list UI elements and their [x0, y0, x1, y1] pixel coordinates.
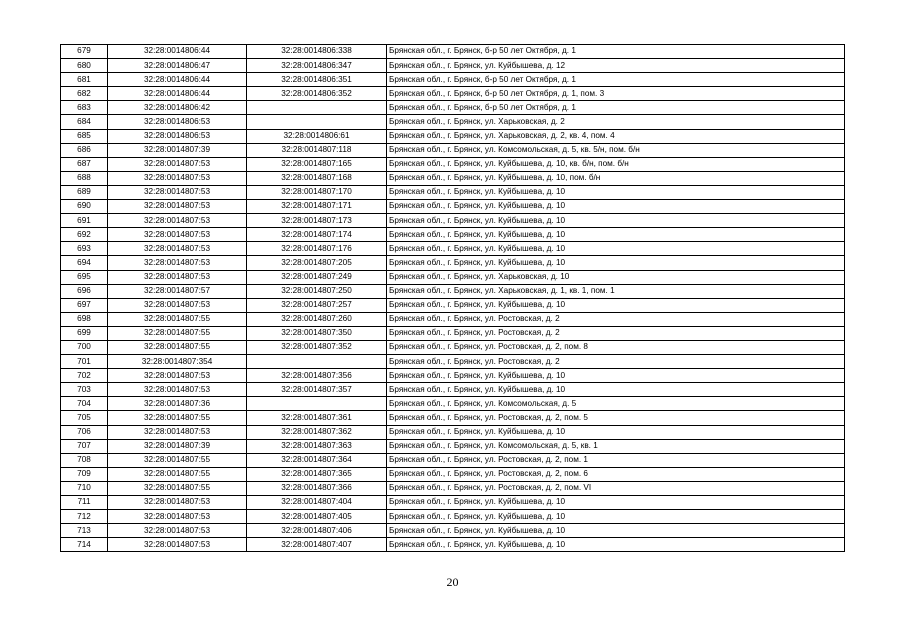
land-cadastral-number-cell: 32:28:0014807:36	[108, 397, 247, 411]
object-cadastral-number-cell: 32:28:0014807:173	[247, 214, 387, 228]
object-cadastral-number-cell: 32:28:0014807:366	[247, 481, 387, 495]
table-row	[61, 496, 845, 510]
row-number-cell: 704	[61, 397, 108, 411]
table-row	[61, 369, 845, 383]
land-cadastral-number-cell: 32:28:0014807:53	[108, 185, 247, 199]
object-cadastral-number-cell	[247, 101, 387, 115]
address-cell: Брянская обл., г. Брянск, б-р 50 лет Октября, д. 1	[387, 45, 845, 59]
table-row	[61, 143, 845, 157]
land-cadastral-number-cell: 32:28:0014807:55	[108, 453, 247, 467]
address-cell: Брянская обл., г. Брянск, ул. Ростовская, д. 2, пом. 1	[387, 453, 845, 467]
row-number-cell: 707	[61, 439, 108, 453]
address-cell: Брянская обл., г. Брянск, ул. Харьковская, д. 1, кв. 1, пом. 1	[387, 284, 845, 298]
table-row	[61, 214, 845, 228]
land-cadastral-number-cell: 32:28:0014807:55	[108, 467, 247, 481]
registry-table	[60, 44, 845, 552]
table-row	[61, 538, 845, 552]
row-number-cell: 695	[61, 270, 108, 284]
row-number-cell: 700	[61, 340, 108, 354]
address-cell: Брянская обл., г. Брянск, ул. Куйбышева, д. 10	[387, 185, 845, 199]
table-row	[61, 340, 845, 354]
object-cadastral-number-cell: 32:28:0014807:250	[247, 284, 387, 298]
object-cadastral-number-cell: 32:28:0014807:405	[247, 510, 387, 524]
address-cell: Брянская обл., г. Брянск, ул. Куйбышева, д. 10	[387, 383, 845, 397]
address-cell: Брянская обл., г. Брянск, б-р 50 лет Октября, д. 1	[387, 73, 845, 87]
object-cadastral-number-cell: 32:28:0014807:364	[247, 453, 387, 467]
table-row	[61, 383, 845, 397]
land-cadastral-number-cell: 32:28:0014807:53	[108, 256, 247, 270]
row-number-cell: 702	[61, 369, 108, 383]
object-cadastral-number-cell: 32:28:0014807:363	[247, 439, 387, 453]
table-row	[61, 129, 845, 143]
row-number-cell: 699	[61, 326, 108, 340]
registry-table-body	[61, 45, 845, 552]
row-number-cell: 705	[61, 411, 108, 425]
row-number-cell: 706	[61, 425, 108, 439]
address-cell: Брянская обл., г. Брянск, ул. Ростовская, д. 2	[387, 326, 845, 340]
row-number-cell: 690	[61, 200, 108, 214]
land-cadastral-number-cell: 32:28:0014807:354	[108, 355, 247, 369]
land-cadastral-number-cell: 32:28:0014806:44	[108, 45, 247, 59]
table-row	[61, 101, 845, 115]
object-cadastral-number-cell: 32:28:0014807:171	[247, 200, 387, 214]
land-cadastral-number-cell: 32:28:0014807:53	[108, 242, 247, 256]
object-cadastral-number-cell: 32:28:0014807:350	[247, 326, 387, 340]
table-row	[61, 355, 845, 369]
address-cell: Брянская обл., г. Брянск, ул. Ростовская, д. 2	[387, 312, 845, 326]
land-cadastral-number-cell: 32:28:0014806:53	[108, 129, 247, 143]
land-cadastral-number-cell: 32:28:0014806:53	[108, 115, 247, 129]
row-number-cell: 708	[61, 453, 108, 467]
row-number-cell: 683	[61, 101, 108, 115]
land-cadastral-number-cell: 32:28:0014807:53	[108, 270, 247, 284]
table-row	[61, 200, 845, 214]
address-cell: Брянская обл., г. Брянск, ул. Куйбышева, д. 10	[387, 496, 845, 510]
table-row	[61, 524, 845, 538]
land-cadastral-number-cell: 32:28:0014807:53	[108, 157, 247, 171]
object-cadastral-number-cell: 32:28:0014807:165	[247, 157, 387, 171]
table-row	[61, 397, 845, 411]
address-cell: Брянская обл., г. Брянск, ул. Куйбышева, д. 10	[387, 369, 845, 383]
address-cell: Брянская обл., г. Брянск, ул. Комсомольская, д. 5, кв. 1	[387, 439, 845, 453]
table-row	[61, 284, 845, 298]
address-cell: Брянская обл., г. Брянск, ул. Куйбышева, д. 12	[387, 59, 845, 73]
row-number-cell: 697	[61, 298, 108, 312]
address-cell: Брянская обл., г. Брянск, ул. Ростовская, д. 2, пом. 8	[387, 340, 845, 354]
row-number-cell: 684	[61, 115, 108, 129]
row-number-cell: 701	[61, 355, 108, 369]
table-row	[61, 411, 845, 425]
object-cadastral-number-cell: 32:28:0014807:361	[247, 411, 387, 425]
object-cadastral-number-cell: 32:28:0014807:249	[247, 270, 387, 284]
page-number: 20	[446, 575, 459, 589]
row-number-cell: 694	[61, 256, 108, 270]
address-cell: Брянская обл., г. Брянск, б-р 50 лет Октября, д. 1, пом. 3	[387, 87, 845, 101]
row-number-cell: 693	[61, 242, 108, 256]
land-cadastral-number-cell: 32:28:0014806:44	[108, 87, 247, 101]
table-row	[61, 228, 845, 242]
object-cadastral-number-cell: 32:28:0014807:357	[247, 383, 387, 397]
table-row	[61, 185, 845, 199]
table-row	[61, 326, 845, 340]
land-cadastral-number-cell: 32:28:0014807:55	[108, 326, 247, 340]
table-row	[61, 481, 845, 495]
object-cadastral-number-cell: 32:28:0014807:176	[247, 242, 387, 256]
land-cadastral-number-cell: 32:28:0014806:42	[108, 101, 247, 115]
object-cadastral-number-cell: 32:28:0014806:61	[247, 129, 387, 143]
object-cadastral-number-cell	[247, 115, 387, 129]
row-number-cell: 689	[61, 185, 108, 199]
table-row	[61, 45, 845, 59]
address-cell: Брянская обл., г. Брянск, ул. Куйбышева, д. 10	[387, 242, 845, 256]
table-row	[61, 510, 845, 524]
row-number-cell: 711	[61, 496, 108, 510]
table-row	[61, 270, 845, 284]
address-cell: Брянская обл., г. Брянск, ул. Куйбышева, д. 10	[387, 256, 845, 270]
row-number-cell: 679	[61, 45, 108, 59]
object-cadastral-number-cell: 32:28:0014807:170	[247, 185, 387, 199]
address-cell: Брянская обл., г. Брянск, ул. Куйбышева, д. 10	[387, 228, 845, 242]
table-row	[61, 256, 845, 270]
row-number-cell: 703	[61, 383, 108, 397]
object-cadastral-number-cell: 32:28:0014807:407	[247, 538, 387, 552]
table-row	[61, 115, 845, 129]
object-cadastral-number-cell: 32:28:0014807:168	[247, 171, 387, 185]
object-cadastral-number-cell: 32:28:0014806:352	[247, 87, 387, 101]
object-cadastral-number-cell: 32:28:0014807:257	[247, 298, 387, 312]
table-row	[61, 425, 845, 439]
land-cadastral-number-cell: 32:28:0014807:53	[108, 228, 247, 242]
row-number-cell: 691	[61, 214, 108, 228]
address-cell: Брянская обл., г. Брянск, б-р 50 лет Октября, д. 1	[387, 101, 845, 115]
land-cadastral-number-cell: 32:28:0014807:55	[108, 340, 247, 354]
table-row	[61, 467, 845, 481]
address-cell: Брянская обл., г. Брянск, ул. Куйбышева, д. 10	[387, 425, 845, 439]
object-cadastral-number-cell: 32:28:0014806:338	[247, 45, 387, 59]
land-cadastral-number-cell: 32:28:0014807:53	[108, 496, 247, 510]
row-number-cell: 686	[61, 143, 108, 157]
land-cadastral-number-cell: 32:28:0014807:53	[108, 214, 247, 228]
row-number-cell: 709	[61, 467, 108, 481]
table-row	[61, 453, 845, 467]
table-row	[61, 439, 845, 453]
row-number-cell: 688	[61, 171, 108, 185]
address-cell: Брянская обл., г. Брянск, ул. Ростовская, д. 2, пом. 5	[387, 411, 845, 425]
object-cadastral-number-cell	[247, 397, 387, 411]
table-row	[61, 87, 845, 101]
address-cell: Брянская обл., г. Брянск, ул. Комсомольская, д. 5, кв. 5/н, пом. б/н	[387, 143, 845, 157]
object-cadastral-number-cell: 32:28:0014807:406	[247, 524, 387, 538]
land-cadastral-number-cell: 32:28:0014807:55	[108, 411, 247, 425]
land-cadastral-number-cell: 32:28:0014807:53	[108, 425, 247, 439]
object-cadastral-number-cell: 32:28:0014807:362	[247, 425, 387, 439]
land-cadastral-number-cell: 32:28:0014807:39	[108, 439, 247, 453]
land-cadastral-number-cell: 32:28:0014807:53	[108, 524, 247, 538]
address-cell: Брянская обл., г. Брянск, ул. Харьковская, д. 2	[387, 115, 845, 129]
land-cadastral-number-cell: 32:28:0014807:55	[108, 312, 247, 326]
land-cadastral-number-cell: 32:28:0014807:53	[108, 200, 247, 214]
land-cadastral-number-cell: 32:28:0014806:47	[108, 59, 247, 73]
address-cell: Брянская обл., г. Брянск, ул. Куйбышева, д. 10	[387, 538, 845, 552]
land-cadastral-number-cell: 32:28:0014807:53	[108, 510, 247, 524]
object-cadastral-number-cell: 32:28:0014806:351	[247, 73, 387, 87]
address-cell: Брянская обл., г. Брянск, ул. Ростовская, д. 2, пом. 6	[387, 467, 845, 481]
row-number-cell: 696	[61, 284, 108, 298]
row-number-cell: 710	[61, 481, 108, 495]
table-row	[61, 171, 845, 185]
object-cadastral-number-cell: 32:28:0014807:365	[247, 467, 387, 481]
object-cadastral-number-cell: 32:28:0014806:347	[247, 59, 387, 73]
address-cell: Брянская обл., г. Брянск, ул. Ростовская, д. 2	[387, 355, 845, 369]
land-cadastral-number-cell: 32:28:0014807:53	[108, 298, 247, 312]
table-row	[61, 298, 845, 312]
table-row	[61, 59, 845, 73]
address-cell: Брянская обл., г. Брянск, ул. Куйбышева, д. 10	[387, 214, 845, 228]
address-cell: Брянская обл., г. Брянск, ул. Куйбышева, д. 10	[387, 510, 845, 524]
row-number-cell: 687	[61, 157, 108, 171]
table-row	[61, 242, 845, 256]
land-cadastral-number-cell: 32:28:0014807:57	[108, 284, 247, 298]
row-number-cell: 713	[61, 524, 108, 538]
object-cadastral-number-cell: 32:28:0014807:118	[247, 143, 387, 157]
object-cadastral-number-cell: 32:28:0014807:205	[247, 256, 387, 270]
address-cell: Брянская обл., г. Брянск, ул. Комсомольская, д. 5	[387, 397, 845, 411]
row-number-cell: 682	[61, 87, 108, 101]
row-number-cell: 712	[61, 510, 108, 524]
row-number-cell: 685	[61, 129, 108, 143]
row-number-cell: 681	[61, 73, 108, 87]
object-cadastral-number-cell	[247, 355, 387, 369]
land-cadastral-number-cell: 32:28:0014807:53	[108, 383, 247, 397]
address-cell: Брянская обл., г. Брянск, ул. Куйбышева, д. 10	[387, 200, 845, 214]
address-cell: Брянская обл., г. Брянск, ул. Куйбышева, д. 10, кв. б/н, пом. б/н	[387, 157, 845, 171]
land-cadastral-number-cell: 32:28:0014807:39	[108, 143, 247, 157]
address-cell: Брянская обл., г. Брянск, ул. Куйбышева, д. 10	[387, 298, 845, 312]
object-cadastral-number-cell: 32:28:0014807:404	[247, 496, 387, 510]
row-number-cell: 680	[61, 59, 108, 73]
land-cadastral-number-cell: 32:28:0014806:44	[108, 73, 247, 87]
land-cadastral-number-cell: 32:28:0014807:55	[108, 481, 247, 495]
object-cadastral-number-cell: 32:28:0014807:260	[247, 312, 387, 326]
object-cadastral-number-cell: 32:28:0014807:356	[247, 369, 387, 383]
row-number-cell: 714	[61, 538, 108, 552]
address-cell: Брянская обл., г. Брянск, ул. Куйбышева, д. 10, пом. б/н	[387, 171, 845, 185]
address-cell: Брянская обл., г. Брянск, ул. Куйбышева, д. 10	[387, 524, 845, 538]
table-row	[61, 73, 845, 87]
address-cell: Брянская обл., г. Брянск, ул. Харьковская, д. 2, кв. 4, пом. 4	[387, 129, 845, 143]
table-row	[61, 157, 845, 171]
land-cadastral-number-cell: 32:28:0014807:53	[108, 538, 247, 552]
object-cadastral-number-cell: 32:28:0014807:174	[247, 228, 387, 242]
land-cadastral-number-cell: 32:28:0014807:53	[108, 171, 247, 185]
row-number-cell: 692	[61, 228, 108, 242]
address-cell: Брянская обл., г. Брянск, ул. Харьковская, д. 10	[387, 270, 845, 284]
table-row	[61, 312, 845, 326]
object-cadastral-number-cell: 32:28:0014807:352	[247, 340, 387, 354]
land-cadastral-number-cell: 32:28:0014807:53	[108, 369, 247, 383]
address-cell: Брянская обл., г. Брянск, ул. Ростовская, д. 2, пом. VI	[387, 481, 845, 495]
row-number-cell: 698	[61, 312, 108, 326]
